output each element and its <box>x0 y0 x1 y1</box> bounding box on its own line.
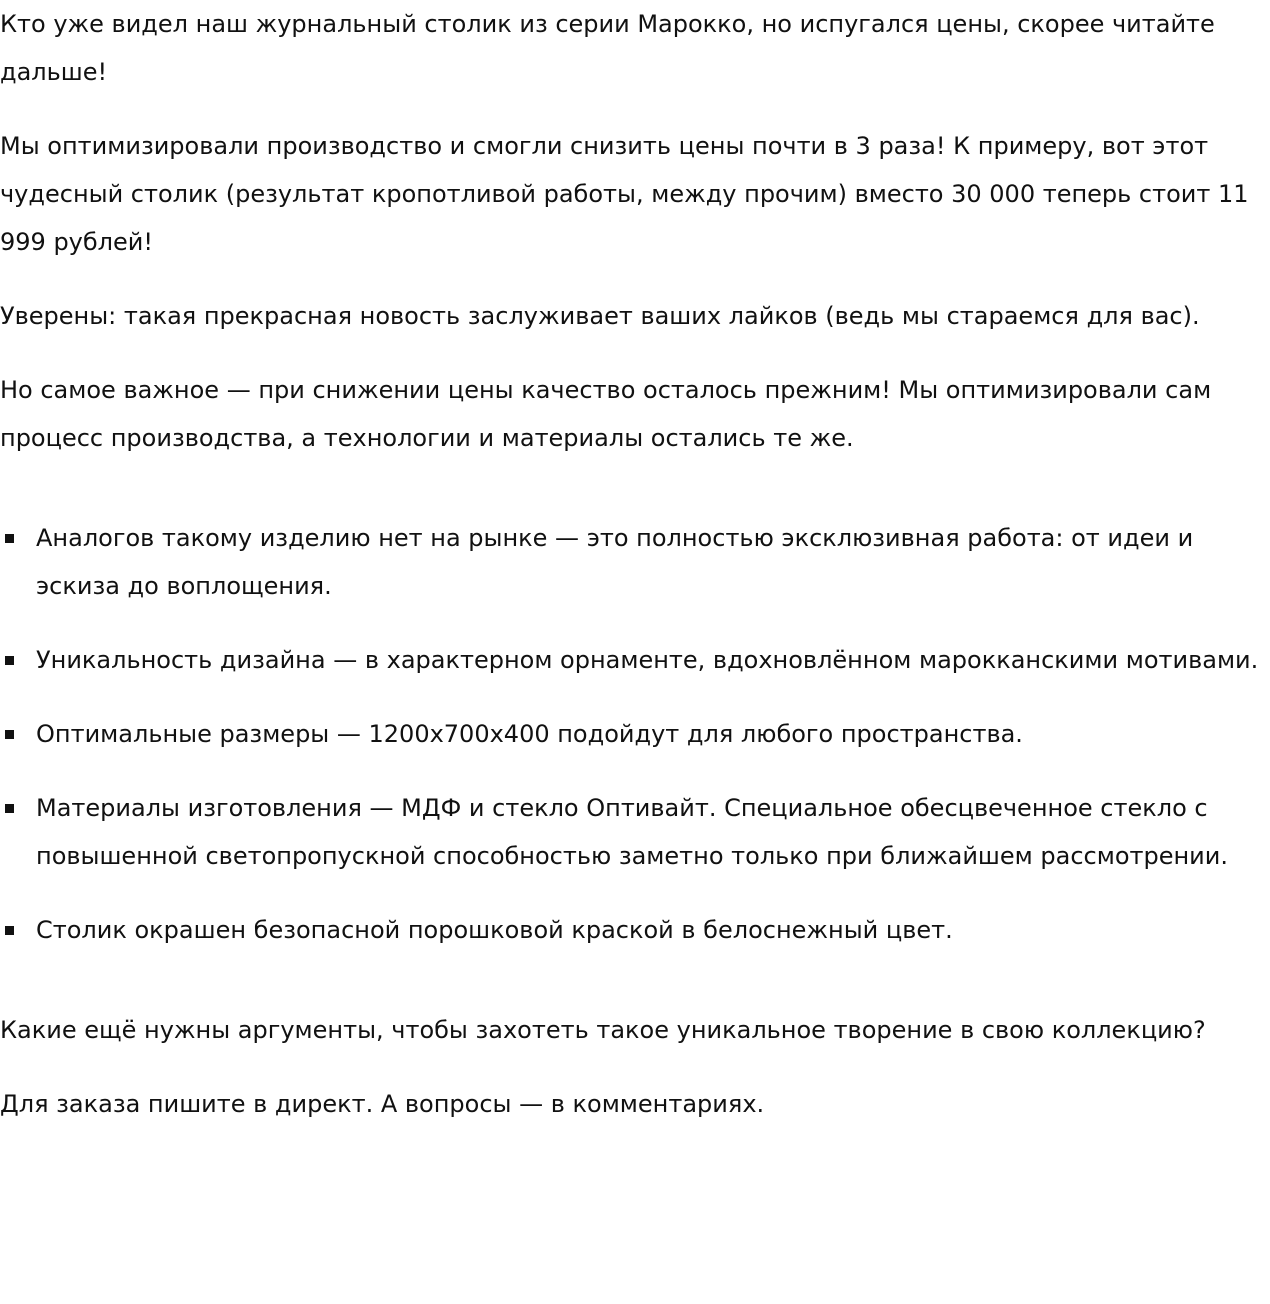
list-item <box>0 784 1270 880</box>
list-item-text: Аналогов такому изделию нет на рынке — это полностью эксклюзивная работа: от идеи и эскиза до воплощения. <box>36 524 1194 600</box>
square-bullet-icon <box>5 804 14 813</box>
square-bullet-icon <box>5 730 14 739</box>
quality-paragraph: Но самое важное — при снижении цены качество осталось прежним! Мы оптимизировали сам процесс производства, а технологии и материалы остались те же. <box>0 376 1212 452</box>
price-paragraph: Мы оптимизировали производство и смогли снизить цены почти в 3 раза! К примеру, вот этот чудесный столик (результат кропотливой работы, между прочим) вместо 30 000 теперь стоит 11 999 рублей! <box>0 132 1249 256</box>
square-bullet-icon <box>5 656 14 665</box>
list-item-text: Уникальность дизайна — в характерном орнаменте, вдохновлённом марокканскими мотивами. <box>36 646 1259 674</box>
square-bullet-icon <box>5 534 14 543</box>
features-list <box>0 514 1270 954</box>
likes-paragraph: Уверены: такая прекрасная новость заслуживает ваших лайков (ведь мы стараемся для вас). <box>0 302 1200 330</box>
list-item-text: Столик окрашен безопасной порошковой краской в белоснежный цвет. <box>36 916 953 944</box>
list-item <box>0 906 1270 954</box>
list-item <box>0 514 1270 610</box>
list-item <box>0 710 1270 758</box>
intro-paragraph: Кто уже видел наш журнальный столик из серии Марокко, но испугался цены, скорее читайте дальше! <box>0 10 1215 86</box>
list-item-text: Материалы изготовления — МДФ и стекло Оптивайт. Специальное обесцвеченное стекло с повышенной светопропускной способностью заметно только при ближайшем рассмотрении. <box>36 794 1229 870</box>
list-item <box>0 636 1270 684</box>
list-item-text: Оптимальные размеры — 1200х700х400 подойдут для любого пространства. <box>36 720 1023 748</box>
order-paragraph: Для заказа пишите в директ. А вопросы — в комментариях. <box>0 1090 765 1118</box>
arguments-paragraph: Какие ещё нужны аргументы, чтобы захотеть такое уникальное творение в свою коллекцию? <box>0 1016 1206 1044</box>
square-bullet-icon <box>5 926 14 935</box>
